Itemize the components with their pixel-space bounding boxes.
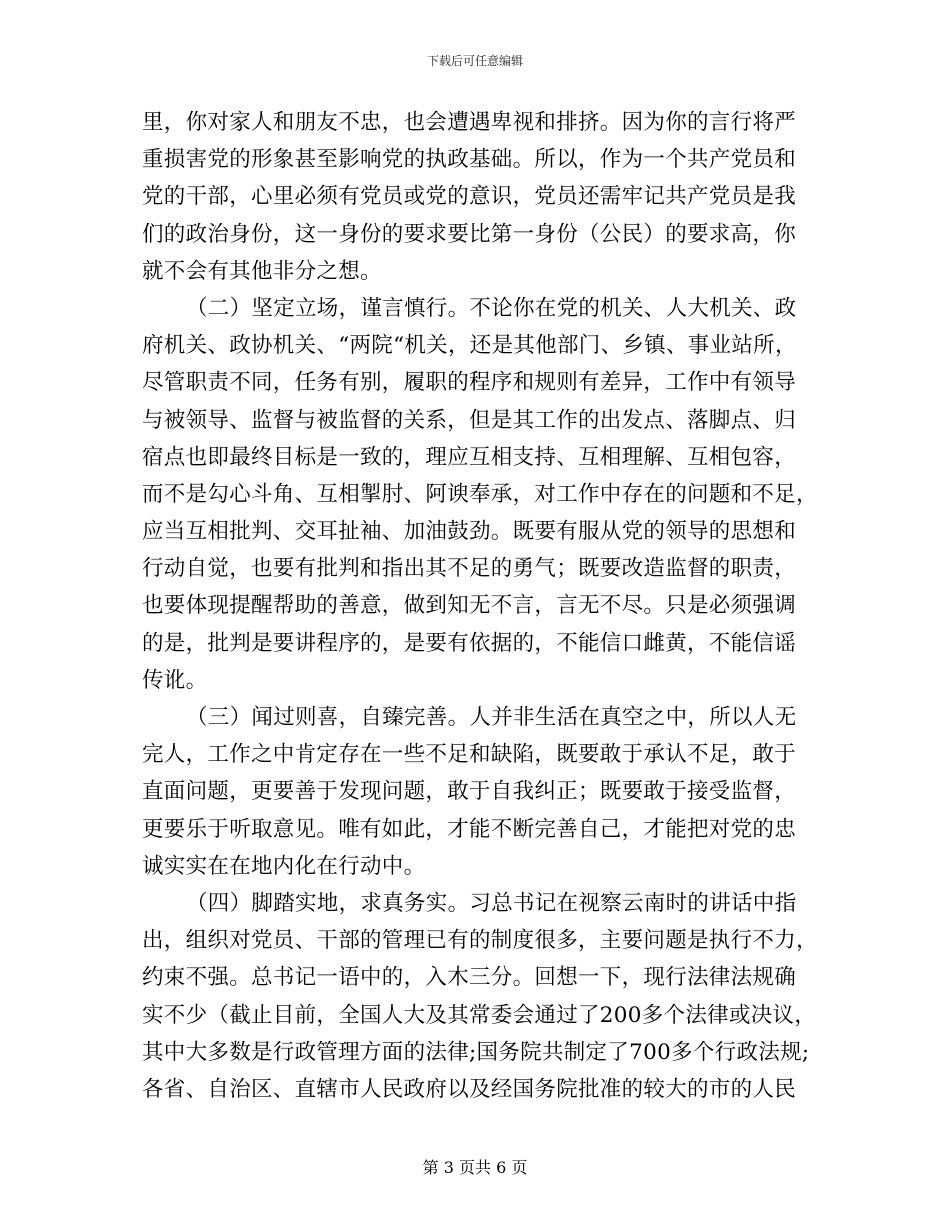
paragraph	[142, 104, 808, 290]
text-line: （三）闻过则喜，自臻完善。人并非生活在真空之中，所以人无	[186, 705, 797, 730]
text-line: 府机关、政协机关、“两院“机关，还是其他部门、乡镇、事业站所，	[142, 333, 797, 359]
text-line: （二）坚定立场，谨言慎行。不论你在党的机关、人大机关、政	[186, 295, 797, 321]
text-line: 传讹。	[142, 667, 208, 693]
text-line: 实不少（截止目前，全国人大及其常委会通过了200多个法律或决议，	[142, 1002, 817, 1028]
text-line: 也要体现提醒帮助的善意，做到知无不言，言无不尽。只是必须强调	[142, 593, 797, 619]
text-line: 完人，工作之中肯定存在一些不足和缺陷，既要敢于承认不足，敢于	[142, 742, 797, 768]
text-line: 就不会有其他非分之想。	[142, 258, 382, 284]
text-line: 出，组织对党员、干部的管理已有的制度很多，主要问题是执行不力，	[142, 928, 818, 954]
text-line: 其中大多数是行政管理方面的法律;国务院共制定了700多个行政法规;	[142, 1039, 810, 1065]
text-line: 尽管职责不同，任务有别，履职的程序和规则有差异，工作中有领导	[142, 370, 797, 396]
text-line: 们的政治身份，这一身份的要求要比第一身份（公民）的要求高，你	[142, 221, 797, 247]
text-line: 重损害党的形象甚至影响党的执政基础。所以，作为一个共产党员和	[142, 147, 797, 173]
text-line: 党的干部，心里必须有党员或党的意识，党员还需牢记共产党员是我	[142, 184, 797, 210]
text-line: 宿点也即最终目标是一致的，理应互相支持、互相理解、互相包容，	[142, 444, 797, 470]
text-line: 而不是勾心斗角、互相掣肘、阿谀奉承，对工作中存在的问题和不足，	[142, 481, 818, 507]
text-line: 更要乐于听取意见。唯有如此，才能不断完善自己，才能把对党的忠	[142, 816, 797, 842]
page-header: 下载后可任意编辑	[426, 54, 523, 68]
paragraph	[142, 290, 818, 699]
text-line: （四）脚踏实地，求真务实。习总书记在视察云南时的讲话中指	[186, 890, 797, 916]
text-line: 约束不强。总书记一语中的，入木三分。回想一下，现行法律法规确	[142, 965, 797, 991]
text-line: 应当互相批判、交耳扯袖、加油鼓劲。既要有服从党的领导的思想和	[142, 519, 797, 545]
text-line: 各省、自治区、直辖市人民政府以及经国务院批准的较大的市的人民	[142, 1076, 797, 1102]
text-line: 诚实实在在地内化在行动中。	[142, 853, 426, 879]
text-line: 行动自觉，也要有批判和指出其不足的勇气；既要改造监督的职责，	[142, 556, 797, 582]
text-line: 里，你对家人和朋友不忠，也会遭遇卑视和排挤。因为你的言行将严	[142, 110, 797, 135]
page-footer: 第 3 页共 6 页	[422, 1158, 528, 1177]
text-line: 直面问题，更要善于发现问题，敢于自我纠正；既要敢于接受监督，	[142, 779, 797, 805]
text-line: 的是，批判是要讲程序的，是要有依据的，不能信口雌黄，不能信谣	[142, 630, 797, 656]
paragraph	[142, 699, 808, 885]
paragraph	[142, 885, 818, 1108]
document-body	[142, 104, 818, 1108]
text-line: 与被领导、监督与被监督的关系，但是其工作的出发点、落脚点、归	[142, 407, 797, 433]
